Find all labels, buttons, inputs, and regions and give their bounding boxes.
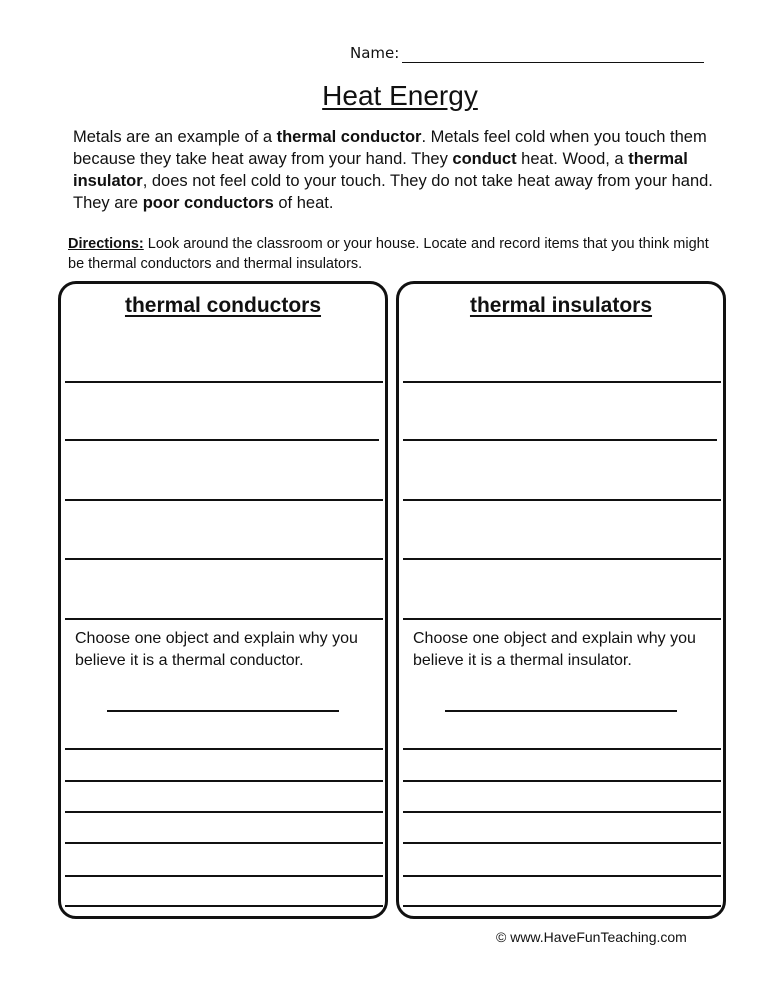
conductors-panel [58, 281, 388, 919]
intro-text-4: , does not feel cold to your touch. They do not take heat away from your hand. They are [73, 172, 713, 212]
intro-text-3: heat. Wood, a [516, 150, 629, 168]
conductors-explain-line[interactable] [65, 842, 383, 844]
directions [68, 234, 728, 274]
intro-bold-conduct: conduct [452, 150, 517, 168]
conductors-explain-line[interactable] [65, 811, 383, 813]
conductors-explain-line[interactable] [65, 748, 383, 750]
directions-label: Directions: [68, 236, 144, 252]
insulators-object-line[interactable] [445, 710, 677, 712]
conductors-explain-line[interactable] [65, 875, 383, 877]
intro-bold-thermal-insulator: thermal insulator [73, 150, 688, 190]
conductors-answer-line[interactable] [65, 558, 383, 560]
insulators-explain-line[interactable] [403, 875, 721, 877]
insulators-explain-line[interactable] [403, 811, 721, 813]
conductors-answer-line[interactable] [65, 618, 383, 620]
insulators-answer-line[interactable] [403, 618, 721, 620]
conductors-object-line[interactable] [107, 710, 339, 712]
insulators-explain-line[interactable] [403, 780, 721, 782]
insulators-explain-line[interactable] [403, 905, 721, 907]
conductors-answer-line[interactable] [65, 381, 383, 383]
directions-text: Look around the classroom or your house. Locate and record items that you think might be thermal conductors and thermal insulators. [68, 236, 709, 272]
intro-text-5: of heat. [273, 194, 334, 212]
conductors-title: thermal conductors [124, 294, 322, 317]
page-title: Heat Energy [322, 80, 478, 111]
name-label: Name: [350, 44, 400, 62]
conductors-answer-line[interactable] [65, 439, 379, 441]
conductors-explain-line[interactable] [65, 780, 383, 782]
conductors-explain-line[interactable] [65, 905, 383, 907]
intro-bold-poor-conductors: poor conductors [142, 194, 274, 212]
insulators-panel [396, 281, 726, 919]
conductors-answer-line[interactable] [65, 499, 383, 501]
intro-bold-thermal-conductor: thermal conductor [276, 128, 422, 146]
insulators-answer-line[interactable] [403, 381, 721, 383]
insulators-explain-line[interactable] [403, 748, 721, 750]
name-write-line [402, 62, 704, 63]
insulators-title: thermal insulators [469, 294, 653, 317]
insulators-answer-line[interactable] [403, 499, 721, 501]
insulators-answer-line[interactable] [403, 558, 721, 560]
intro-text-1: Metals are an example of a [73, 128, 277, 146]
insulators-answer-line[interactable] [403, 439, 717, 441]
insulators-prompt: Choose one object and explain why you believe it is a thermal insulator. [413, 630, 696, 669]
intro-text-2: . Metals feel cold when you touch them because they take heat away from your hand. They [73, 128, 707, 168]
conductors-prompt: Choose one object and explain why you believe it is a thermal conductor. [75, 630, 358, 669]
copyright-footer: © www.HaveFunTeaching.com [496, 929, 687, 945]
intro-paragraph [73, 126, 733, 214]
insulators-explain-line[interactable] [403, 842, 721, 844]
